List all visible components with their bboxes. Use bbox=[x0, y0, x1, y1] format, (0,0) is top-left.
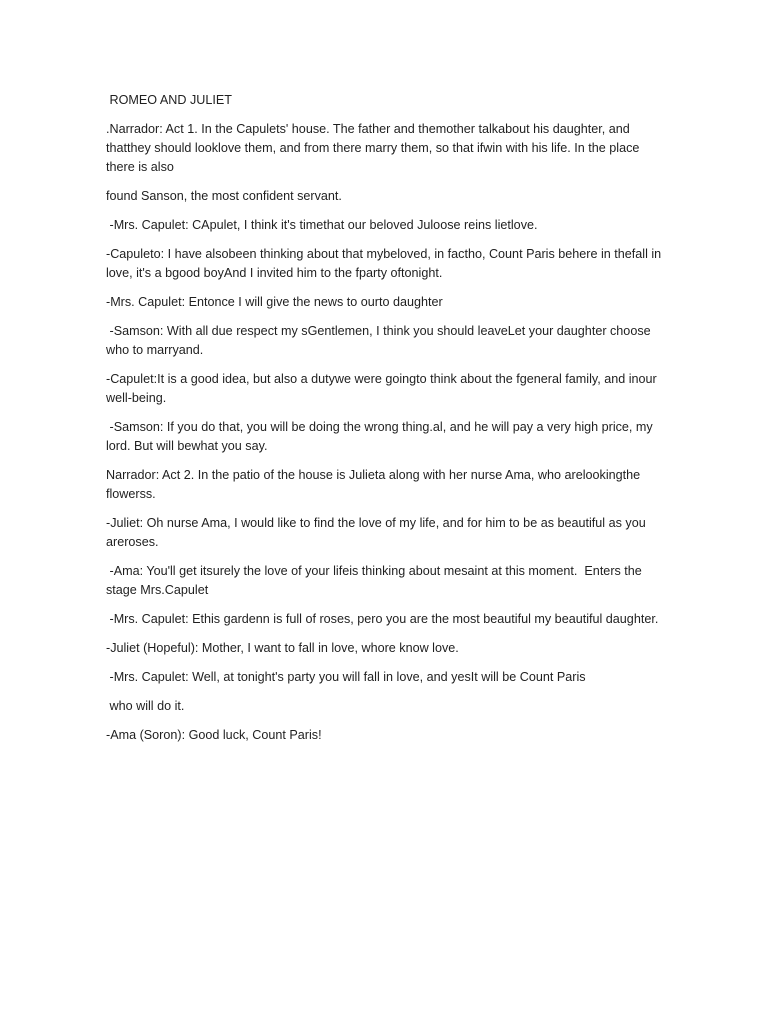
paragraph-narrador-act-2: Narrador: Act 2. In the patio of the house is Julieta along with her nurse Ama, who arelookingthe flowerss. bbox=[106, 468, 644, 501]
paragraph-narrador-act-1: .Narrador: Act 1. In the Capulets' house. The father and themother talkabout his daughter, and thatthey should looklove them, and from there marry them, so that ifwin with his life. In the place there is also bbox=[106, 122, 643, 174]
paragraph-juliet-2: -Juliet (Hopeful): Mother, I want to fall in love, whore know love. bbox=[106, 641, 459, 655]
paragraph-samson-2: -Samson: If you do that, you will be doing the wrong thing.al, and he will pay a very high price, my lord. But will bewhat you say. bbox=[106, 420, 657, 453]
paragraph-who-will-do-it: who will do it. bbox=[106, 699, 185, 713]
paragraph-capulet: -Capulet:It is a good idea, but also a dutywe were goingto think about the fgeneral family, and inour well-being. bbox=[106, 372, 661, 405]
paragraph-ama-1: -Ama: You'll get itsurely the love of your lifeis thinking about mesaint at this moment. Enters the stage Mrs.Capulet bbox=[106, 564, 646, 597]
paragraph-found-sanson: found Sanson, the most confident servant. bbox=[106, 189, 342, 203]
paragraph-samson-1: -Samson: With all due respect my sGentlemen, I think you should leaveLet your daughter choose who to marryand. bbox=[106, 324, 655, 357]
paragraph-capuleto: -Capuleto: I have alsobeen thinking about that mybeloved, in factho, Count Paris behere in thefall in love, it's a bgood boyAnd I invited him to the fparty oftonight. bbox=[106, 247, 665, 280]
paragraph-mrs-capulet-2: -Mrs. Capulet: Entonce I will give the news to ourto daughter bbox=[106, 295, 443, 309]
paragraph-juliet-1: -Juliet: Oh nurse Ama, I would like to find the love of my life, and for him to be as beautiful as you areroses. bbox=[106, 516, 650, 549]
paragraph-mrs-capulet-1: -Mrs. Capulet: CApulet, I think it's timethat our beloved Juloose reins lietlove. bbox=[106, 218, 538, 232]
document-body bbox=[106, 91, 665, 755]
paragraph-ama-2: -Ama (Soron): Good luck, Count Paris! bbox=[106, 728, 322, 742]
paragraph-mrs-capulet-3: -Mrs. Capulet: Ethis gardenn is full of roses, pero you are the most beautiful my beautiful daughter. bbox=[106, 612, 659, 626]
paragraph-mrs-capulet-4: -Mrs. Capulet: Well, at tonight's party you will fall in love, and yesIt will be Count Paris bbox=[106, 670, 586, 684]
document-title: ROMEO AND JULIET bbox=[106, 93, 232, 107]
